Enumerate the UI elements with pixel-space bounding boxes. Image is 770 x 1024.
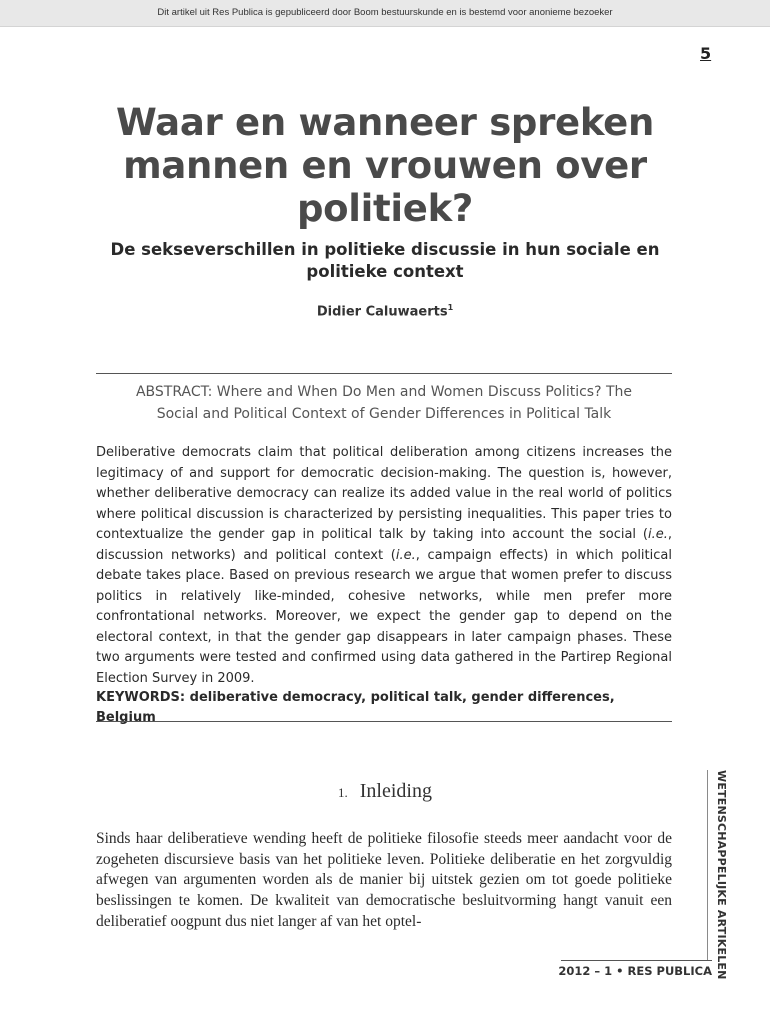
title-line: mannen en vrouwen over xyxy=(123,144,647,187)
abstract-text: , discussion networks) and political context ( xyxy=(96,527,672,563)
side-section-label: WETENSCHAPPELIJKE ARTIKELEN xyxy=(715,770,728,980)
abstract-top-rule xyxy=(96,373,672,374)
article-title xyxy=(100,101,670,230)
subtitle-line: politieke context xyxy=(306,262,464,281)
section-title: Inleiding xyxy=(359,780,432,802)
abstract-italic: i.e. xyxy=(395,547,416,563)
title-line: Waar en wanneer spreken xyxy=(115,101,655,144)
section-paragraph: Sinds haar deliberatieve wending heeft de politieke filosofie steeds meer aandacht voor de zogeheten discursieve basis van het politieke leven. Politieke deliberatie en het zorgvuldig afwegen van argumenten worden als de manier bij uitstek gezien om tot goede politieke beslissingen te komen. De kwaliteit van democratische besluitvorming hangt vanuit een deliberatief oogpunt dus niet langer af van het optel- xyxy=(96,830,672,930)
abstract-italic: i.e. xyxy=(647,527,668,542)
author-line xyxy=(95,303,675,319)
abstract-text: Deliberative democrats claim that political deliberation among citizens increases the legitimacy of and support for democratic decision-making. The question is, however, whether deliberative democracy can realize its added value in the real world of politics where political discussion is characterized by persisting inequalities. This paper tries to contextualize the gender gap in political talk by taking into account the social ( xyxy=(96,445,672,542)
subtitle-line: De sekseverschillen in politieke discussie in hun sociale en xyxy=(110,240,660,259)
abstract-heading-line: ABSTRACT: Where and When Do Men and Women Discuss Politics? The xyxy=(135,384,632,400)
footer-rule xyxy=(561,960,712,961)
keywords-line: KEYWORDS: deliberative democracy, political talk, gender differences, Belgium xyxy=(96,690,615,725)
article-subtitle xyxy=(95,239,675,283)
abstract-heading xyxy=(96,381,672,425)
author-footnote-marker[interactable]: 1 xyxy=(447,303,454,312)
section-number: 1. xyxy=(338,785,348,800)
access-notice-banner xyxy=(0,0,770,27)
author-name: Didier Caluwaerts xyxy=(316,304,448,320)
page-number: 5 xyxy=(700,44,712,63)
side-tab-divider xyxy=(707,770,708,960)
abstract-heading-line: Social and Political Context of Gender Differences in Political Talk xyxy=(156,406,612,422)
journal-footer: 2012 – 1 • RES PUBLICA xyxy=(558,964,712,978)
access-notice-text: Dit artikel uit Res Publica is gepubliceerd door Boom bestuurskunde en is bestemd voor anonieme bezoeker xyxy=(157,7,613,18)
section-side-tab xyxy=(671,770,729,980)
abstract-bottom-rule xyxy=(96,721,672,722)
abstract-text: , campaign effects) in which political debate takes place. Based on previous research we argue that women prefer to discuss politics in relatively like-minded, cohesive networks, while men prefer more confrontational networks. Moreover, we expect the gender gap to depend on the electoral context, in that the gender gap disappears in later campaign phases. These two arguments were tested and confirmed using data gathered in the Partirep Regional Election Survey in 2009. xyxy=(96,547,672,686)
section-heading xyxy=(100,780,670,803)
abstract-body xyxy=(96,443,672,689)
section-body xyxy=(96,829,672,933)
title-line: politiek? xyxy=(296,187,474,230)
abstract-paragraph xyxy=(96,443,672,689)
